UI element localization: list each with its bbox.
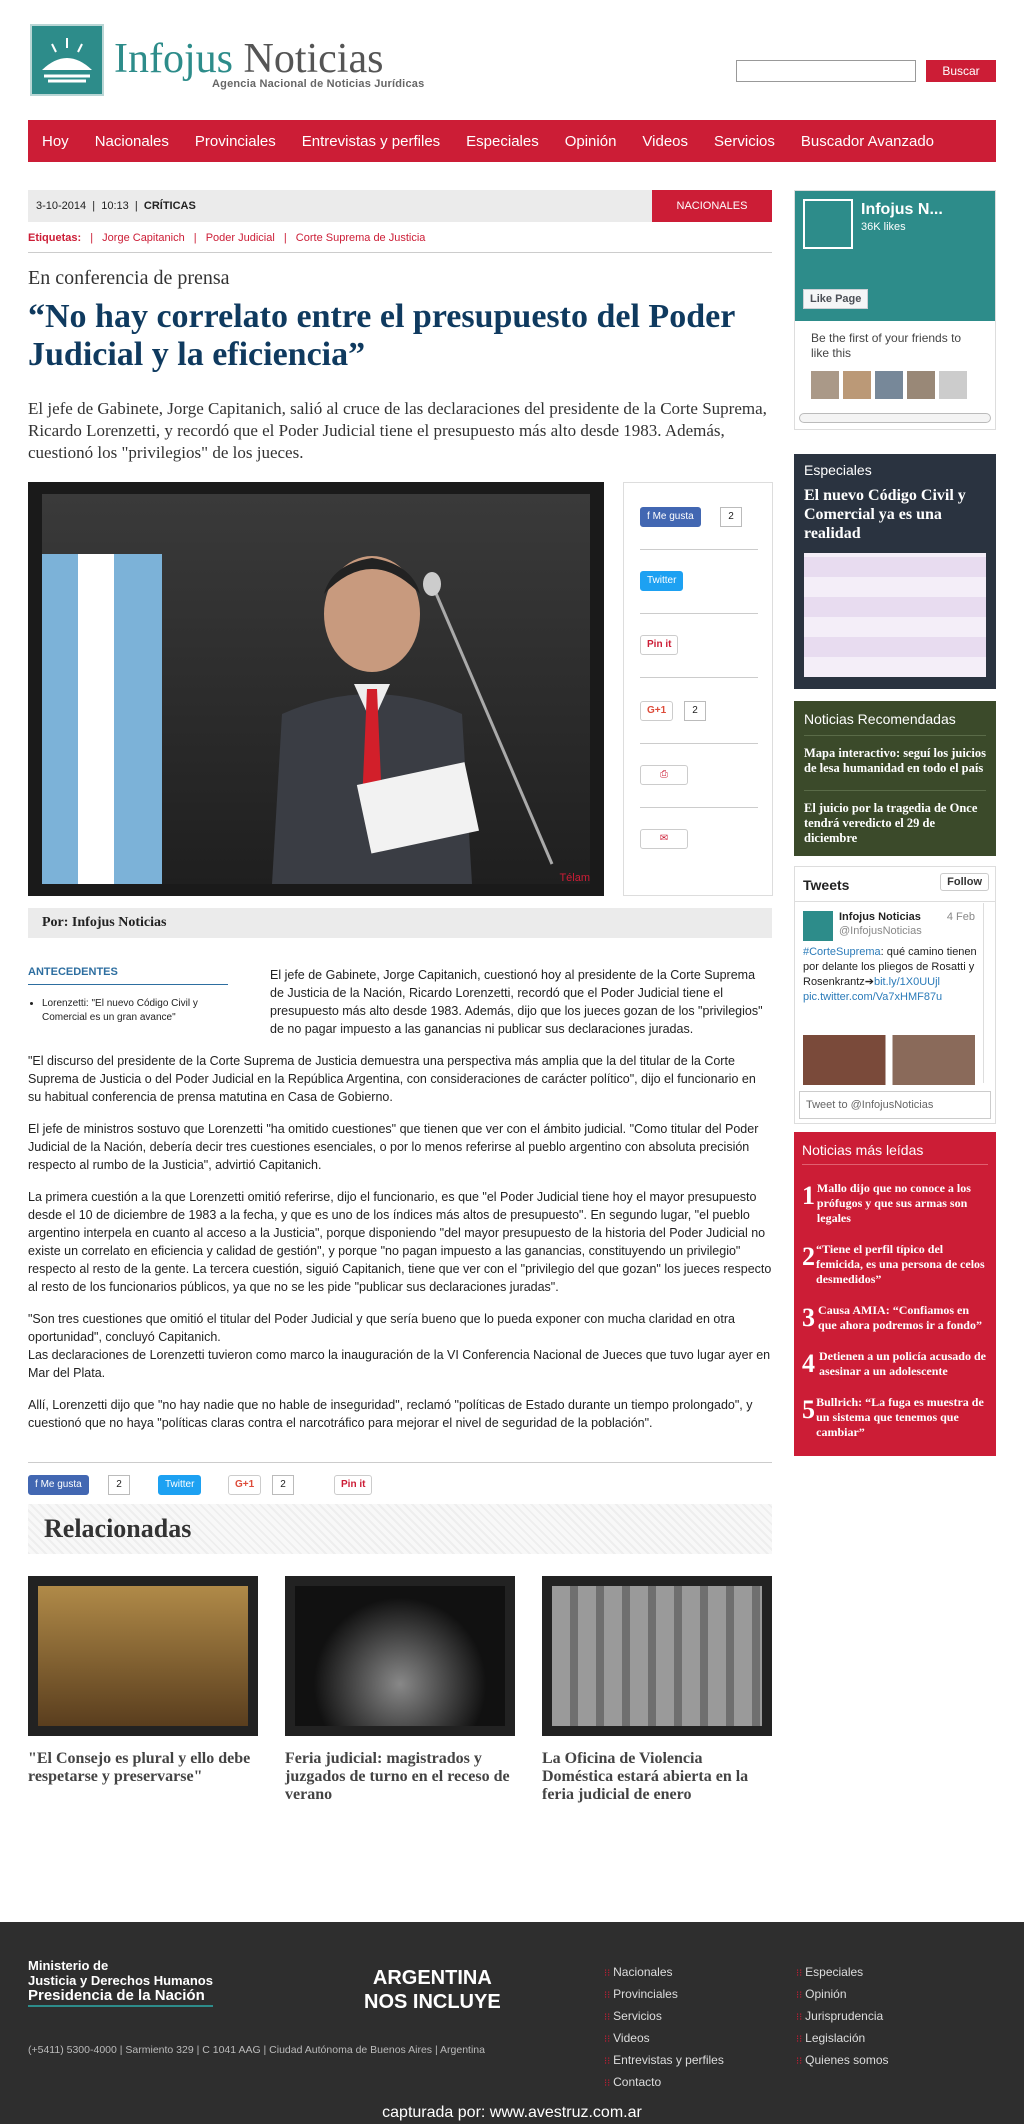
gplus-button[interactable] <box>640 701 673 721</box>
fb-avatar[interactable] <box>803 199 853 249</box>
gplus-count: 2 <box>272 1475 294 1495</box>
tweet-image[interactable] <box>803 1035 975 1085</box>
footer-links-2 <box>796 1962 889 2072</box>
argentina-logo[interactable] <box>364 1966 501 2014</box>
related-list <box>28 1576 772 1804</box>
site-header <box>0 0 1024 118</box>
tweets-title: Tweets <box>803 877 850 893</box>
fb-cover <box>795 191 995 321</box>
byline: Por: Infojus Noticias <box>28 908 772 938</box>
tweet-hashtag[interactable]: #CorteSuprema <box>803 946 881 958</box>
friend-avatar[interactable] <box>843 371 871 399</box>
fb-like-count: 2 <box>720 507 742 527</box>
rank-title[interactable]: Detienen a un policía acusado de asesinar a un adolescente <box>818 1349 986 1378</box>
pinit-label: Pin it <box>647 639 672 650</box>
footer-link[interactable]: ⁝⁝ Servicios <box>604 2006 724 2028</box>
related-title[interactable]: La Oficina de Violencia Doméstica estará abierta en la feria judicial de enero <box>542 1750 749 1803</box>
twitter-widget <box>794 866 996 1124</box>
footer-link[interactable]: ⁝⁝ Entrevistas y perfiles <box>604 2050 724 2072</box>
tweet-text <box>803 945 981 1005</box>
pinit-button[interactable] <box>640 635 678 655</box>
related-title[interactable]: "El Consejo es plural y ello debe respetarse y preservarse" <box>28 1750 251 1785</box>
bottom-share-bar <box>28 1462 772 1488</box>
divider <box>795 901 995 902</box>
logo-main: Infojus <box>114 36 233 82</box>
article-time: 10:13 <box>101 200 129 212</box>
pinit-button-bottom[interactable] <box>334 1475 372 1495</box>
paragraph: La primera cuestión a la que Lorenzetti omitió referirse, dijo el funcionario, es que "el Poder Judicial tiene hoy el mayor presupuesto desde el 10 de diciembre de 1983 a la fecha, y que es uno de los índices más altos de presupuesto". En segundo lugar, "el pueblo argentino interpela en cuanto al acceso a la Justicia", porque disponiendo "del mayor presupuesto de la historia del Poder Judicial no existe un correlato en eficiencia y calidad de gestión", y porque "no pagan impuesto a las ganancias, constituyendo un privilegio" respecto al resto de la gente. La tercera cuestión, siguió Capitanich, tiene que ver con el "privilegio del que gozan" los jueces respecto al resto de los funcionarios públicos, ya que no se les pide "publicar sus declaraciones juradas". <box>28 1190 772 1294</box>
footer-link[interactable]: ⁝⁝ Provinciales <box>604 1984 724 2006</box>
tweet-handle[interactable]: @InfojusNoticias <box>839 925 922 937</box>
rank-number: 1 <box>802 1181 815 1210</box>
related-image[interactable] <box>28 1576 258 1736</box>
recomendadas-box <box>794 701 996 856</box>
divider <box>640 743 758 744</box>
article-photo <box>28 482 604 896</box>
especiales-title: Especiales <box>804 462 872 478</box>
ministry-line: Presidencia de la Nación <box>28 1988 213 2007</box>
ranked-item[interactable] <box>802 1349 988 1379</box>
paragraph: El jefe de Gabinete, Jorge Capitanich, cuestionó hoy al presidente de la Corte Suprema de Justicia de la Nación, Ricardo Lorenzetti, recordó que el Poder Judicial tiene el presupuesto más alto desde 1983. Además, dijo que los jueces gozan de los "privilegios" de no pagar impuesto a las ganancias ni publicar sus declaraciones juradas. <box>270 968 763 1036</box>
antecedentes-link[interactable]: • Lorenzetti: "El nuevo Código Civil y Comercial es un gran avance" <box>42 997 228 1025</box>
related-image[interactable] <box>542 1576 772 1736</box>
tweet-link[interactable]: bit.ly/1X0UUjl <box>873 976 940 988</box>
fb-friends-text: Be the first of your friends to like this <box>811 331 962 360</box>
rank-number: 5 <box>802 1395 815 1424</box>
rank-title[interactable]: “Tiene el perfil típico del femicida, es una persona de celos desmedidos” <box>816 1242 985 1286</box>
article-body <box>28 966 772 1432</box>
article-section: CRÍTICAS <box>143 200 196 212</box>
tags-label: Etiquetas: <box>28 232 82 244</box>
rank-title[interactable]: Causa AMIA: “Confiamos en que ahora podremos ir a fondo” <box>818 1303 982 1332</box>
footer-link[interactable]: ⁝⁝ Contacto <box>604 2072 724 2094</box>
article-datetime: 3-10-2014 | 10:13 | CRÍTICAS <box>36 200 196 212</box>
tag-link[interactable]: Poder Judicial <box>205 232 275 244</box>
microphone-image <box>422 564 562 884</box>
logo-second: Noticias <box>243 36 384 82</box>
especiales-headline[interactable]: El nuevo Código Civil y Comercial ya es una realidad <box>804 487 966 542</box>
related-item[interactable] <box>28 1576 258 1804</box>
twitter-follow-button[interactable] <box>940 873 989 891</box>
nav-buscador[interactable]: Buscador Avanzado <box>800 132 935 150</box>
tweet-body: : qué camino tienen por delante los pliegos de Rosatti y Rosenkrantz➔ <box>803 946 977 988</box>
nav-provinciales[interactable]: Provinciales <box>194 132 276 150</box>
article-column <box>28 190 772 1804</box>
paragraph: "Son tres cuestiones que omitió el titular del Poder Judicial y que sería bueno que lo pueda exponer con mucha claridad en otra oportunidad", concluyó Capitanich. <box>28 1312 735 1344</box>
nav-hoy[interactable]: Hoy <box>42 132 69 150</box>
footer-link[interactable]: ⁝⁝ Legislación <box>796 2028 889 2050</box>
fb-like-button[interactable]: f Me gusta <box>640 507 701 527</box>
tag-link[interactable]: Corte Suprema de Justicia <box>295 232 426 244</box>
argentina-line: NOS INCLUYE <box>364 1991 501 2013</box>
rank-number: 3 <box>802 1303 815 1332</box>
friend-avatar[interactable] <box>811 371 839 399</box>
antecedentes-box <box>28 966 228 1025</box>
photo-credit: Télam <box>559 872 590 884</box>
fb-like-page-label: Like Page <box>810 293 862 305</box>
rank-number: 4 <box>802 1349 815 1378</box>
nav-entrevistas[interactable]: Entrevistas y perfiles <box>301 132 441 150</box>
footer-link[interactable]: ⁝⁝ Nacionales <box>604 1962 724 1984</box>
recomendada-link[interactable]: Mapa interactivo: seguí los juicios de lesa humanidad en todo el país <box>804 735 986 776</box>
divider <box>640 677 758 678</box>
recomendada-link[interactable]: El juicio por la tragedia de Once tendrá veredicto el 29 de diciembre <box>804 790 986 846</box>
fb-like-page-button[interactable] <box>803 289 868 309</box>
ministry-line: Ministerio de <box>28 1958 109 1973</box>
tweet-to-input[interactable]: Tweet to @InfojusNoticias <box>799 1091 991 1119</box>
related-item[interactable] <box>285 1576 515 1804</box>
ranked-item[interactable] <box>802 1395 988 1440</box>
rank-title[interactable]: Mallo dijo que no conoce a los prófugos y que sus armas son legales <box>816 1181 971 1225</box>
tags-row: Etiquetas: | Jorge Capitanich | Poder Judicial | Corte Suprema de Justicia <box>28 232 772 253</box>
especiales-box <box>794 454 996 689</box>
email-icon[interactable]: ✉ <box>640 829 688 849</box>
footer-link[interactable]: ⁝⁝ Videos <box>604 2028 724 2050</box>
twitter-button[interactable] <box>640 571 683 591</box>
especiales-image[interactable] <box>804 553 986 677</box>
friend-avatar[interactable] <box>907 371 935 399</box>
divider <box>640 807 758 808</box>
fb-like-button-bottom[interactable]: f Me gusta <box>28 1475 89 1495</box>
ranked-item[interactable] <box>802 1181 988 1226</box>
search-input[interactable] <box>736 60 916 82</box>
gplus-count: 2 <box>684 701 706 721</box>
tweet-scrollbar[interactable] <box>983 903 993 1083</box>
divider <box>640 549 758 550</box>
tweet-date[interactable]: 4 Feb <box>946 911 975 923</box>
facebook-widget <box>794 190 996 430</box>
footer-links-1 <box>604 1962 724 2094</box>
rank-number: 2 <box>802 1242 815 1271</box>
capture-credit: capturada por: www.avestruz.com.ar <box>382 2104 642 2121</box>
fb-like-label: Me gusta <box>652 511 694 522</box>
nav-videos[interactable]: Videos <box>642 132 689 150</box>
search-button[interactable]: Buscar <box>926 60 996 82</box>
nav-especiales[interactable]: Especiales <box>466 132 539 150</box>
article-date: 3-10-2014 <box>36 200 87 212</box>
argentina-line: ARGENTINA <box>372 1967 492 1989</box>
friend-avatar[interactable] <box>939 371 967 399</box>
recomendadas-title: Noticias Recomendadas <box>804 711 956 727</box>
ministry-line: Justicia y Derechos Humanos <box>28 1973 213 1988</box>
footer-link[interactable]: ⁝⁝ Especiales <box>796 1962 889 1984</box>
category-badge[interactable]: NACIONALES <box>652 190 772 222</box>
flag-image <box>42 554 162 884</box>
media-area <box>28 482 772 898</box>
photo-scene <box>42 494 590 884</box>
related-heading: Relacionadas <box>28 1504 772 1554</box>
friend-avatar[interactable] <box>875 371 903 399</box>
antecedentes-title: ANTECEDENTES <box>28 966 228 985</box>
divider <box>640 613 758 614</box>
tag-link[interactable]: Jorge Capitanich <box>102 232 185 244</box>
main-nav <box>28 120 996 162</box>
follow-label: Follow <box>947 876 982 888</box>
gplus-button-bottom[interactable] <box>228 1475 261 1495</box>
nav-opinion[interactable]: Opinión <box>564 132 617 150</box>
fb-scrollbar[interactable] <box>799 413 991 423</box>
tweet-link[interactable]: pic.twitter.com/Va7xHMF87u <box>803 991 943 1003</box>
fb-like-label: Me gusta <box>40 1479 82 1490</box>
fb-likes: 36K likes <box>861 221 906 233</box>
footer-address: (+5411) 5300-4000 | Sarmiento 329 | C 1041 AAG | Ciudad Autónoma de Buenos Aires | Argentina <box>28 2044 485 2056</box>
fb-friend-avatars <box>795 371 995 399</box>
site-footer <box>0 1922 1024 2124</box>
ranked-item[interactable] <box>802 1242 988 1287</box>
related-item[interactable] <box>542 1576 772 1804</box>
gplus-label: G+1 <box>647 705 667 716</box>
twitter-button-bottom[interactable] <box>158 1475 201 1495</box>
pinit-label: Pin it <box>341 1479 366 1490</box>
logo-subtitle: Agencia Nacional de Noticias Jurídicas <box>212 78 425 90</box>
paragraph: El jefe de ministros sostuvo que Lorenzetti "ha omitido cuestiones" que tienen que ver con el ámbito judicial. "Como titular del Poder Judicial de la Nación, debería decir tres cuestiones esenciales, o por lo menos referirse al pueblo argentino con absoluta precisión respecto al rumbo de la Justicia", advirtió Capitanich. <box>28 1122 759 1172</box>
fb-like-count: 2 <box>108 1475 130 1495</box>
twitter-label: Twitter <box>647 575 677 586</box>
related-image[interactable] <box>285 1576 515 1736</box>
article-meta-bar <box>28 190 772 222</box>
ministry-logo[interactable] <box>28 1958 213 2007</box>
paragraph: "El discurso del presidente de la Corte Suprema de Justicia demuestra una perspectiva más amplia que la del titular de la Corte Suprema de Justicia o del Poder Judicial en la República Argentina, con consideraciones de carácter político", dijo el funcionario en su habitual conferencia de prensa matutina en Casa de Gobierno. <box>28 1054 756 1104</box>
article-lead: El jefe de Gabinete, Jorge Capitanich, salió al cruce de las declaraciones del presidente de la Corte Suprema, Ricardo Lorenzetti, y recordó que el Poder Judicial tiene el presupuesto más alto desde 1983. Además, cuestionó los "privilegios" de los jueces. <box>28 399 767 462</box>
gplus-label: G+1 <box>235 1479 255 1490</box>
article-title: “No hay correlato entre el presupuesto del Poder Judicial y la eficiencia” <box>28 298 735 373</box>
share-panel <box>623 482 773 896</box>
print-icon[interactable]: ⎙ <box>640 765 688 785</box>
leidas-title: Noticias más leídas <box>802 1142 988 1165</box>
article-kicker: En conferencia de prensa <box>28 267 230 289</box>
paragraph: Las declaraciones de Lorenzetti tuvieron como marco la inauguración de la VI Conferencia Nacional de Jueces que tuvo lugar ayer en Mar del Plata. <box>28 1348 771 1380</box>
nav-servicios[interactable]: Servicios <box>714 132 775 150</box>
logo-text[interactable] <box>114 38 383 80</box>
rank-title[interactable]: Bullrich: “La fuga es muestra de un sistema que tenemos que cambiar” <box>816 1395 984 1439</box>
leidas-box <box>794 1132 996 1456</box>
twitter-label: Twitter <box>165 1479 195 1490</box>
paragraph: Allí, Lorenzetti dijo que "no hay nadie que no hable de inseguridad", reclamó "políticas de Estado durante un tiempo prolongado", y cuestionó que no haya "políticas claras contra el narcotráfico para mejorar el nivel de seguridad de la población". <box>28 1398 753 1430</box>
nav-nacionales[interactable]: Nacionales <box>94 132 169 150</box>
footer-link[interactable]: ⁝⁝ Opinión <box>796 1984 889 2006</box>
sidebar <box>794 190 996 1456</box>
footer-link[interactable]: ⁝⁝ Quienes somos <box>796 2050 889 2072</box>
logo-icon[interactable] <box>30 24 104 96</box>
footer-link[interactable]: ⁝⁝ Jurisprudencia <box>796 2006 889 2028</box>
related-title[interactable]: Feria judicial: magistrados y juzgados de turno en el receso de verano <box>285 1750 510 1803</box>
fb-page-name[interactable]: Infojus N... <box>861 201 943 218</box>
tweet-user[interactable]: Infojus Noticias <box>839 911 921 923</box>
ranked-item[interactable] <box>802 1303 988 1333</box>
tweet-avatar[interactable] <box>803 911 833 941</box>
